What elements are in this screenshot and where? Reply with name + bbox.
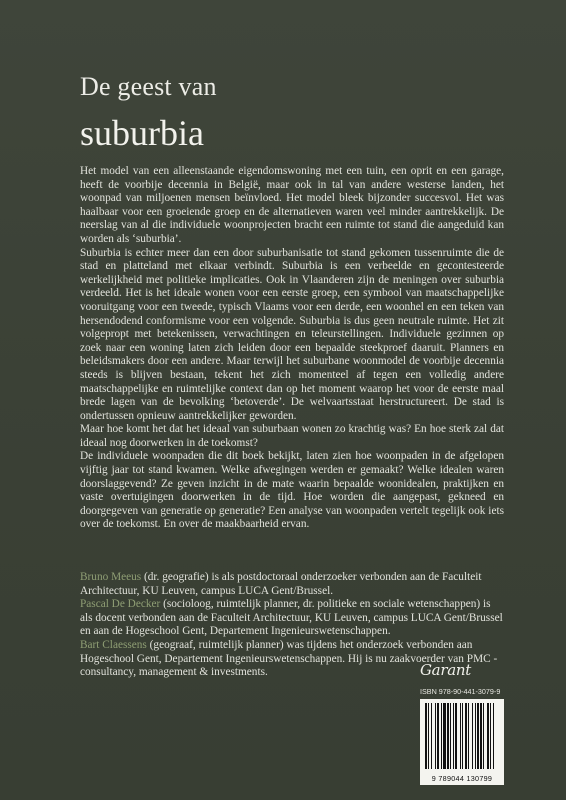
author-bio-text: (geograaf, ruimtelijk planner) was tijdens het onderzoek verbonden aan Hogeschool Gent, Departement Ingenieurswetenschappen. Hij is nu zaakvoerder van PMC - consultancy, management & investments.: [80, 638, 498, 679]
blurb-paragraph: Suburbia is echter meer dan een door suburbanisatie tot stand gekomen tussenruimte die de stad en platteland met elkaar verbindt. Suburbia is een verbeelde en gecontesteerde werkelijkheid met politieke implicaties. Ook in Vlaanderen zijn de meningen over suburbia verdeeld. Het is het ideale wonen voor een eerste groep, een symbool van maatschappelijke vooruitgang voor een tweede, typisch Vlaams voor een derde, een woonhel en een teken van hersendodend conformisme voor een volgende. Suburbia is dus geen neutrale ruimte. Het zit volgepropt met betekenissen, verwachtingen en teleurstellingen. Individuele gezinnen op zoek naar een woning laten zich leiden door een bepaalde steekproef daaruit. Planners en beleidsmakers door een andere. Maar terwijl het suburbane woonmodel de voorbije decennia steeds is blijven bestaan, tekent het zich momenteel af tegen een volledig andere maatschappelijke en ruimtelijke context dan op het moment waarop het voor de eerste maal brede lagen van de bevolking ‘betoverde’. De welvaartsstaat herstructureert. De stad is ondertussen opnieuw aantrekkelijker geworden.: [80, 246, 504, 422]
book-title-line-1: De geest van: [80, 72, 217, 101]
blurb-paragraph: Maar hoe komt het dat het ideaal van suburbaan wonen zo krachtig was? En hoe sterk zal dat ideaal nog doorwerken in de toekomst?: [80, 423, 504, 449]
author-name: Bruno Meeus: [80, 571, 142, 583]
author-bio-text: (socioloog, ruimtelijk planner, dr. politieke en sociale wetenschappen) is als docent verbonden aan de Faculteit Architectuur, KU Leuven, campus LUCA Gent/Brussel en aan de Hogeschool Gent, Departement Ingenieurswetenschappen.: [80, 598, 503, 638]
author-bio-text: (dr. geografie) is als postdoctoraal onderzoeker verbonden aan de Faculteit Architectuur, KU Leuven, campus LUCA Gent/Brussel.: [80, 571, 482, 597]
isbn-barcode: [420, 699, 504, 785]
author-name: Bart Claessens: [80, 638, 147, 651]
author-bio: [80, 571, 504, 598]
blurb-paragraph: Het model van een alleenstaande eigendomswoning met een tuin, een oprit en een garage, heeft de voorbije decennia in België, maar ook in tal van andere westerse landen, het woonpad van miljoenen mensen beïnvloed. Het model bleek bijzonder succesvol. Het was haalbaar voor een groeiende groep en de alternatieven waren veel minder aantrekkelijk. De neerslag van al die individuele woonprojecten bracht een ruimte tot stand die aangeduid kan worden als ‘suburbia’.: [80, 165, 504, 245]
publisher-block: [420, 661, 504, 785]
blurb-paragraph: De individuele woonpaden die dit boek bekijkt, laten zien hoe woonpaden in de afgelopen vijftig jaar tot stand kwamen. Welke afwegingen werden er gemaakt? Welke idealen waren doorslaggevend? Ze geven inzicht in de mate waarin bepaalde woonidealen, praktijken en vaste overtuigingen doorwerken in de tijd. Hoe worden die aangepast, gekneed en doorgegeven van generatie op generatie? Een analyse van woonpaden vertelt tegelijk ook iets over de toekomst. En over de maakbaarheid ervan.: [80, 450, 504, 531]
author-name: Pascal De Decker: [80, 598, 161, 611]
publisher-logo: Garant: [420, 661, 471, 679]
book-title-line-2: suburbia: [80, 113, 204, 153]
author-bio: [80, 598, 504, 639]
blurb-text: [80, 165, 504, 532]
barcode-number: 9 789044 130799: [431, 774, 493, 783]
barcode-icon: [424, 703, 500, 769]
isbn-label: ISBN 978-90-441-3079-9: [420, 687, 501, 696]
